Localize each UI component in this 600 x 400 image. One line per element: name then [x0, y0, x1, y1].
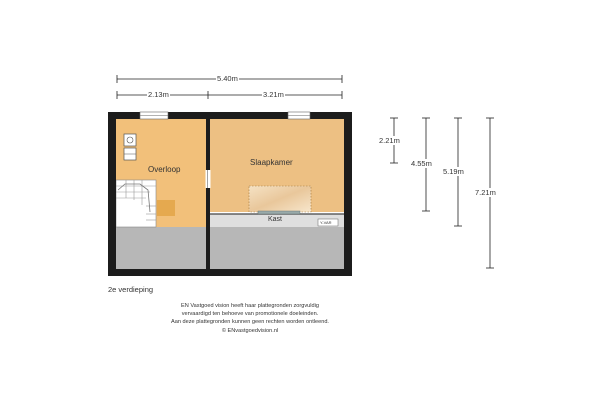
- disclaimer-line-4: © ENvastgoedvision.nl: [221, 327, 279, 334]
- dimension-height-2: 4.55m: [411, 159, 432, 168]
- boiler-unit: [124, 134, 136, 146]
- bed: [249, 186, 311, 212]
- appliance-tag-label: Y-VAR: [320, 219, 332, 225]
- room-label-bedroom: Slaapkamer: [250, 158, 293, 167]
- floor-level-label: 2e verdieping: [108, 285, 154, 294]
- dimension-height-3: 5.19m: [443, 167, 464, 176]
- wall-partition-bottom: [206, 188, 210, 269]
- wall-left: [108, 112, 116, 276]
- dimension-height-4: 7.21m: [475, 188, 496, 197]
- wall-right: [344, 112, 352, 276]
- disclaimer-line-1: EN Vastgoed vision heeft haar plattegronden zorgvuldig: [181, 303, 319, 309]
- wall-partition-top: [206, 119, 210, 170]
- disclaimer-line-2: vervaardigd ten behoeve van promotionele doeleinden.: [181, 311, 319, 318]
- closet-door-marker: [258, 211, 300, 214]
- room-label-closet: Kast: [268, 216, 283, 223]
- room-label-landing: Overloop: [148, 165, 181, 174]
- bedroom-door-opening: [206, 170, 211, 188]
- dimension-left-width: 2.13m: [148, 90, 169, 99]
- dimension-right-width: 3.21m: [263, 90, 284, 99]
- wall-bottom: [108, 269, 352, 276]
- stair-landing-accent: [157, 200, 175, 216]
- sloped-ceiling-area: [116, 227, 344, 269]
- dimension-height-1: 2.21m: [379, 136, 400, 145]
- disclaimer-line-3: Aan deze plattegronden kunnen geen rechten worden ontleend.: [171, 319, 329, 326]
- dimension-total-width: 5.40m: [217, 74, 238, 83]
- disclaimer: [120, 302, 380, 335]
